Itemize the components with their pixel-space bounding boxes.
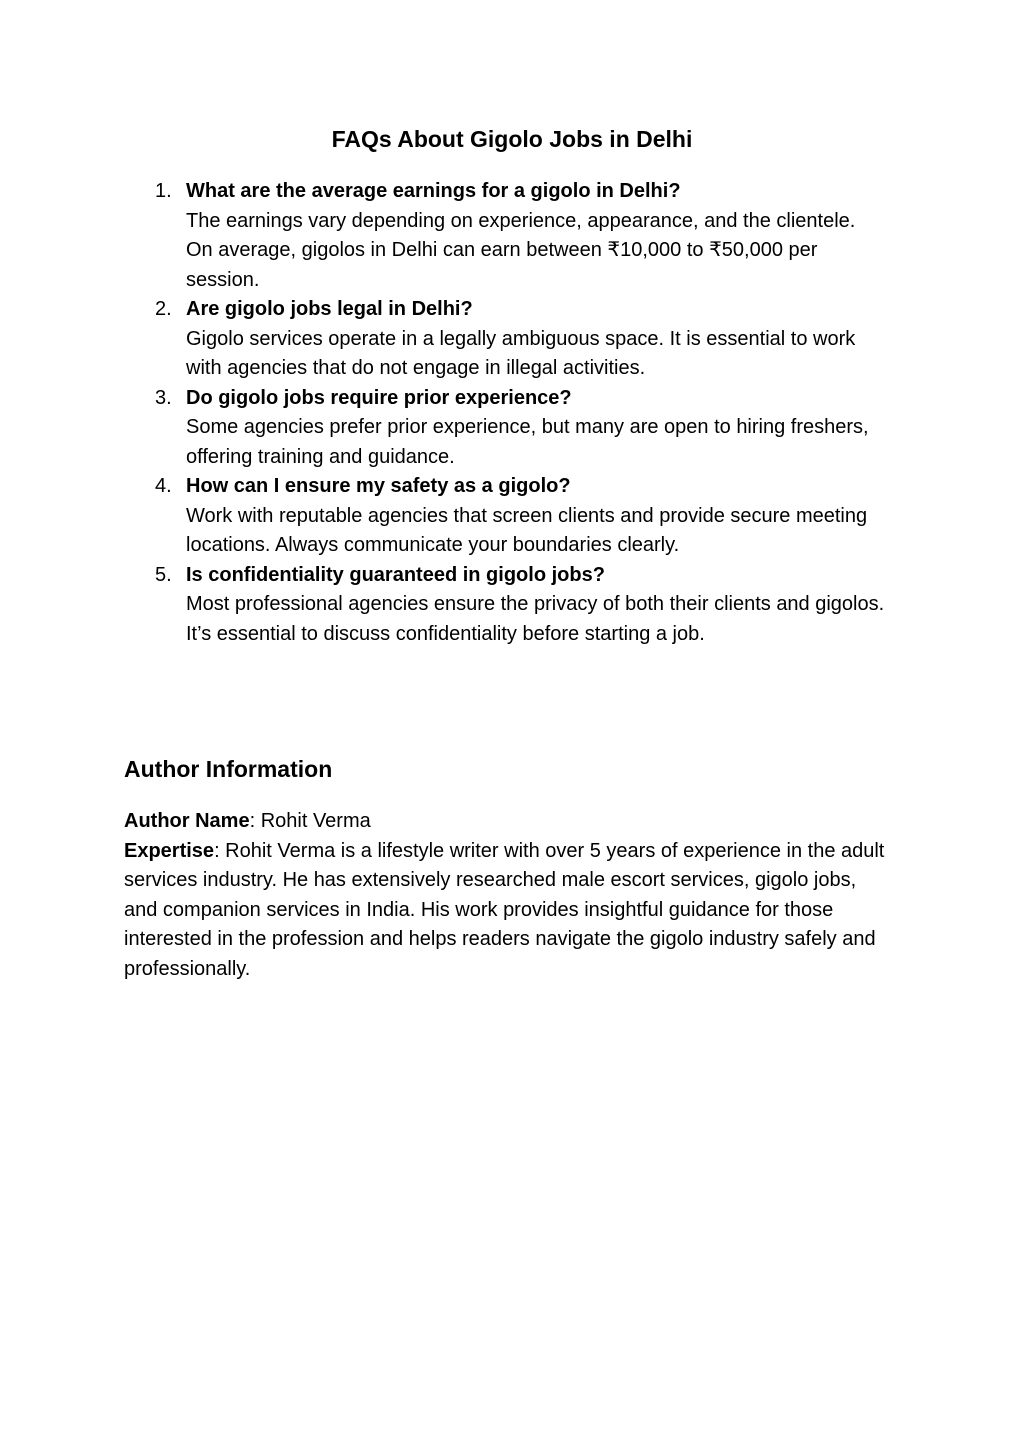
author-info	[124, 807, 894, 984]
faq-answer: Gigolo services operate in a legally ambiguous space. It is essential to work with agencies that do not engage in illegal activities.	[186, 327, 856, 379]
faq-item-number: 4.	[155, 475, 172, 497]
faq-title: FAQs About Gigolo Jobs in Delhi	[331, 126, 693, 152]
faq-item	[0, 177, 886, 295]
author-heading: Author Information	[124, 756, 333, 782]
faq-question: What are the average earnings for a gigolo in Delhi?	[186, 180, 681, 202]
faq-question: How can I ensure my safety as a gigolo?	[186, 475, 571, 497]
faq-list	[0, 177, 1024, 649]
author-name-value: : Rohit Verma	[249, 810, 371, 832]
author-name-line	[124, 807, 894, 837]
faq-item-number: 2.	[155, 298, 172, 320]
faq-answer: Work with reputable agencies that screen clients and provide secure meeting locations. Always communicate your boundaries clearly.	[186, 504, 868, 556]
faq-question: Are gigolo jobs legal in Delhi?	[186, 298, 473, 320]
faq-answer: The earnings vary depending on experience, appearance, and the clientele. On average, gigolos in Delhi can earn between ₹10,000 to ₹50,000 per session.	[186, 209, 856, 291]
faq-answer: Some agencies prefer prior experience, but many are open to hiring freshers, offering training and guidance.	[186, 416, 869, 468]
faq-item-number: 1.	[155, 180, 172, 202]
faq-item	[0, 561, 886, 650]
author-expertise-label: Expertise	[124, 839, 215, 862]
faq-item-number: 3.	[155, 386, 172, 409]
faq-item	[0, 295, 886, 384]
author-expertise-value: : Rohit Verma is a lifestyle writer with over 5 years of experience in the adult services industry. He has extensively researched male escort services, gigolo jobs, and companion services in India. His work provides insightful guidance for those interested in the profession and helps readers navigate the gigolo industry safely and professionally.	[124, 839, 885, 980]
author-name-label: Author Name	[124, 810, 250, 832]
faq-question: Is confidentiality guaranteed in gigolo jobs?	[186, 563, 605, 586]
faq-answer: Most professional agencies ensure the privacy of both their clients and gigolos. It’s essential to discuss confidentiality before starting a job.	[186, 593, 885, 645]
faq-item	[0, 384, 886, 473]
faq-question: Do gigolo jobs require prior experience?	[186, 386, 572, 409]
faq-item-number: 5.	[155, 563, 172, 586]
faq-item	[0, 472, 886, 561]
author-expertise-line	[124, 837, 894, 985]
